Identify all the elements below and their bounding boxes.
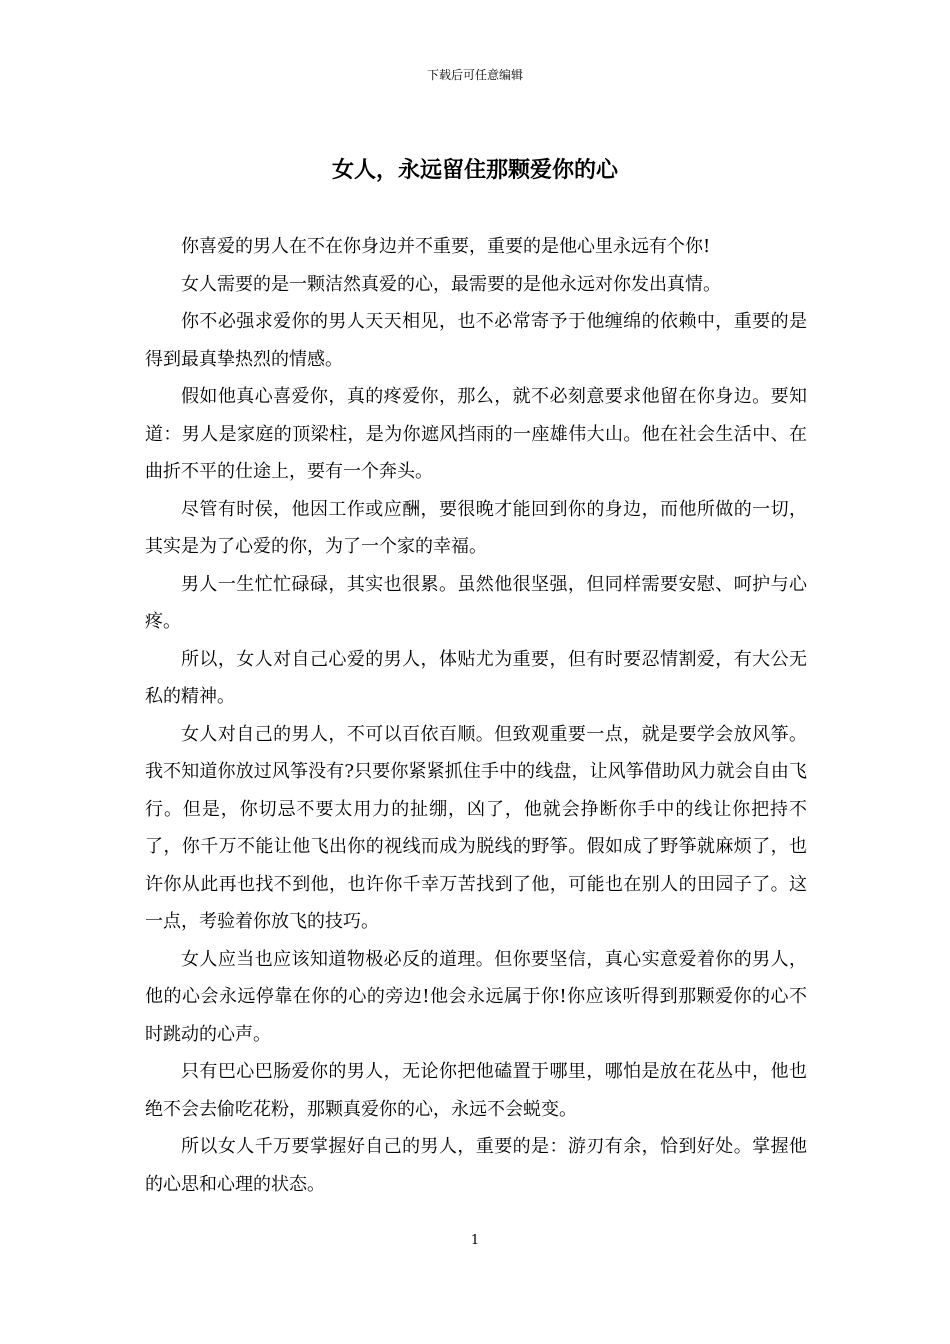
document-body (145, 228, 807, 1203)
page-number: 1 (470, 1233, 480, 1248)
paragraph: 你不必强求爱你的男人天天相见，也不必常寄予于他缠绵的依赖中，重要的是得到最真挚热烈的情感。 (145, 311, 807, 370)
paragraph: 女人对自己的男人，不可以百依百顺。但致观重要一点，就是要学会放风筝。我不知道你放过风筝没有?只要你紧紧抓住手中的线盘，让风筝借助风力就会自由飞行。但是，你切忌不要太用力的扯绷，凶了，他就会挣断你手中的线让你把持不了，你千万不能让他飞出你的视线而成为脱线的野筝。假如成了野筝就麻烦了，也许你从此再也找不到他，也许你千幸万苦找到了他，可能也在别人的田园子了。这一点，考验着你放飞的技巧。 (145, 723, 807, 932)
paragraph: 只有巴心巴肠爱你的男人，无论你把他磕置于哪里，哪怕是放在花丛中，他也绝不会去偷吃花粉，那颗真爱你的心，永远不会蜕变。 (145, 1061, 807, 1120)
paragraph: 所以女人千万要掌握好自己的男人，重要的是：游刃有余，恰到好处。掌握他的心思和心理的状态。 (145, 1136, 807, 1195)
paragraph: 男人一生忙忙碌碌，其实也很累。虽然他很坚强，但同样需要安慰、呵护与心疼。 (145, 573, 807, 632)
paragraph: 你喜爱的男人在不在你身边并不重要，重要的是他心里永远有个你! (181, 236, 711, 257)
header-note: 下载后可任意编辑 (426, 68, 523, 82)
document-title: 女人，永远留住那颗爱你的心 (331, 157, 618, 183)
paragraph: 尽管有时侯，他因工作或应酬，要很晚才能回到你的身边，而他所做的一切，其实是为了心爱的你，为了一个家的幸福。 (145, 498, 807, 557)
paragraph: 所以，女人对自己心爱的男人，体贴尤为重要，但有时要忍情割爱，有大公无私的精神。 (145, 648, 807, 707)
paragraph: 女人需要的是一颗洁然真爱的心，最需要的是他永远对你发出真情。 (181, 273, 721, 295)
paragraph: 女人应当也应该知道物极必反的道理。但你要坚信，真心实意爱着你的男人，他的心会永远停靠在你的心的旁边!他会永远属于你!你应该听得到那颗爱你的心不时跳动的心声。 (145, 948, 807, 1045)
paragraph: 假如他真心喜爱你，真的疼爱你，那么，就不必刻意要求他留在你身边。要知道：男人是家庭的顶梁柱，是为你遮风挡雨的一座雄伟大山。他在社会生活中、在曲折不平的仕途上，要有一个奔头。 (145, 386, 807, 482)
